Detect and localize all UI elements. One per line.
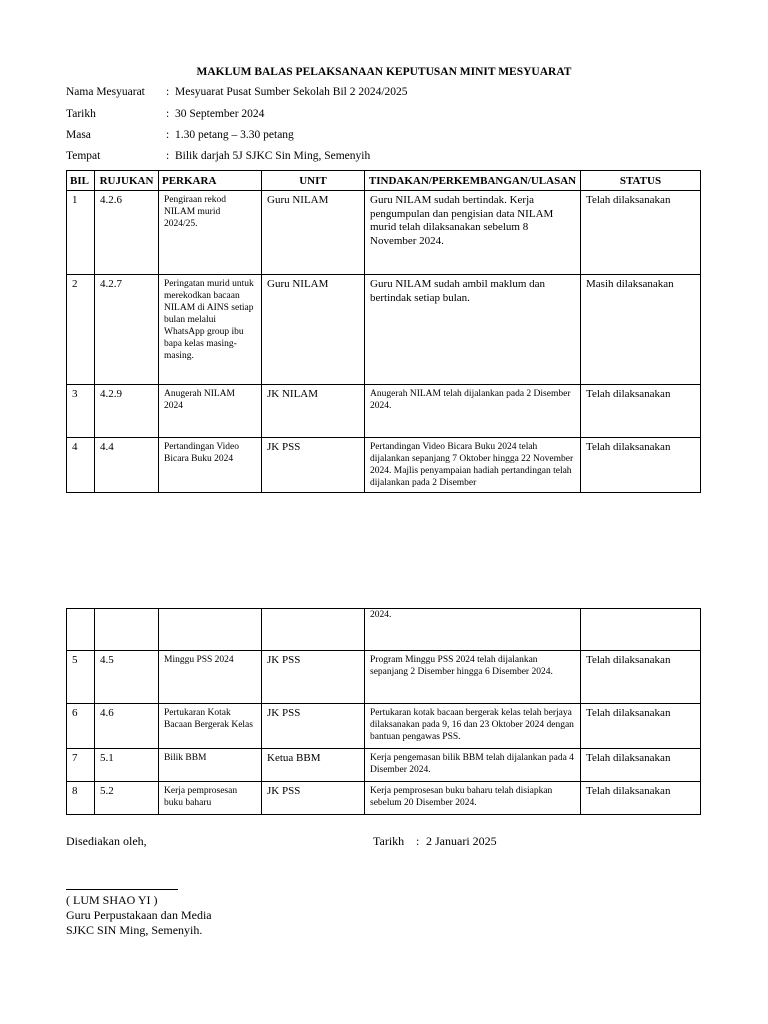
cell-unit: Guru NILAM <box>262 275 365 385</box>
cell-rujukan: 4.5 <box>95 651 159 704</box>
meta-value-place: Bilik darjah 5J SJKC Sin Ming, Semenyih <box>175 150 371 162</box>
table-row <box>67 385 701 438</box>
header-rujukan: RUJUKAN <box>95 171 159 191</box>
cell-rujukan <box>95 609 159 651</box>
meta-colon: : <box>166 150 170 162</box>
cell-status: Telah dilaksanakan <box>581 782 701 815</box>
cell-tindakan: Guru NILAM sudah bertindak. Kerja pengumpulan dan pengisian data NILAM murid telah dilaksanakan sebelum 8 November 2024. <box>365 191 581 275</box>
prepared-by-label: Disediakan oleh, <box>66 834 147 848</box>
cell-tindakan: Guru NILAM sudah ambil maklum dan bertindak setiap bulan. <box>365 275 581 385</box>
cell-unit: JK PSS <box>262 782 365 815</box>
table-row <box>67 782 701 815</box>
signatory-school: SJKC SIN Ming, Semenyih. <box>66 923 203 937</box>
header-unit: UNIT <box>262 171 365 191</box>
cell-bil: 6 <box>67 704 95 749</box>
meta-colon: : <box>166 108 170 120</box>
cell-bil: 4 <box>67 438 95 493</box>
cell-tindakan: 2024. <box>365 609 581 651</box>
cell-perkara: Minggu PSS 2024 <box>159 651 262 704</box>
cell-tindakan: Kerja pengemasan bilik BBM telah dijalankan pada 4 Disember 2024. <box>365 749 581 782</box>
cell-bil: 7 <box>67 749 95 782</box>
table-row <box>67 651 701 704</box>
cell-unit: JK NILAM <box>262 385 365 438</box>
table-row <box>67 275 701 385</box>
table-row <box>67 438 701 493</box>
minutes-table-page-1 <box>66 170 701 493</box>
minutes-table-page-2 <box>66 608 701 815</box>
cell-status: Telah dilaksanakan <box>581 438 701 493</box>
meta-label-place: Tempat <box>66 150 101 162</box>
cell-perkara: Kerja pemprosesan buku baharu <box>159 782 262 815</box>
table-row-continuation <box>67 609 701 651</box>
cell-unit <box>262 609 365 651</box>
cell-tindakan: Kerja pemprosesan buku baharu telah disiapkan sebelum 20 Disember 2024. <box>365 782 581 815</box>
cell-rujukan: 4.4 <box>95 438 159 493</box>
cell-perkara <box>159 609 262 651</box>
cell-bil: 5 <box>67 651 95 704</box>
document-title: MAKLUM BALAS PELAKSANAAN KEPUTUSAN MINIT MESYUARAT <box>196 66 572 78</box>
cell-status: Telah dilaksanakan <box>581 191 701 275</box>
table-row <box>67 191 701 275</box>
cell-unit: Guru NILAM <box>262 191 365 275</box>
meta-label-meeting: Nama Mesyuarat <box>66 86 145 98</box>
signatory-name: ( LUM SHAO YI ) <box>66 893 158 907</box>
cell-status: Telah dilaksanakan <box>581 651 701 704</box>
date-value: 2 Januari 2025 <box>426 834 497 848</box>
date-label: Tarikh <box>373 834 405 848</box>
cell-perkara: Pertukaran Kotak Bacaan Bergerak Kelas <box>159 704 262 749</box>
table-row <box>67 704 701 749</box>
cell-rujukan: 4.2.9 <box>95 385 159 438</box>
cell-bil: 3 <box>67 385 95 438</box>
cell-unit: JK PSS <box>262 704 365 749</box>
cell-unit: JK PSS <box>262 651 365 704</box>
cell-perkara: Pengiraan rekod NILAM murid 2024/25. <box>159 191 262 275</box>
date-colon: : <box>416 834 420 848</box>
table-row <box>67 749 701 782</box>
cell-perkara: Pertandingan Video Bicara Buku 2024 <box>159 438 262 493</box>
meta-colon: : <box>166 86 170 98</box>
cell-status: Masih dilaksanakan <box>581 275 701 385</box>
cell-tindakan: Anugerah NILAM telah dijalankan pada 2 Disember 2024. <box>365 385 581 438</box>
cell-unit: Ketua BBM <box>262 749 365 782</box>
meta-value-time: 1.30 petang – 3.30 petang <box>175 129 294 141</box>
cell-unit: JK PSS <box>262 438 365 493</box>
cell-bil <box>67 609 95 651</box>
cell-status <box>581 609 701 651</box>
header-status: STATUS <box>581 171 701 191</box>
cell-bil: 8 <box>67 782 95 815</box>
meta-colon: : <box>166 129 170 141</box>
meta-value-date: 30 September 2024 <box>175 108 265 120</box>
cell-tindakan: Pertukaran kotak bacaan bergerak kelas telah berjaya dilaksanakan pada 9, 16 dan 23 Oktober 2024 dengan bantuan pengawas PSS. <box>365 704 581 749</box>
cell-bil: 2 <box>67 275 95 385</box>
cell-tindakan: Program Minggu PSS 2024 telah dijalankan sepanjang 2 Disember hingga 6 Disember 2024. <box>365 651 581 704</box>
table-header-row <box>67 171 701 191</box>
cell-perkara: Anugerah NILAM 2024 <box>159 385 262 438</box>
cell-status: Telah dilaksanakan <box>581 749 701 782</box>
signatory-position: Guru Perpustakaan dan Media <box>66 908 212 922</box>
meta-label-time: Masa <box>66 129 91 141</box>
cell-status: Telah dilaksanakan <box>581 704 701 749</box>
header-perkara: PERKARA <box>159 171 262 191</box>
cell-rujukan: 4.2.6 <box>95 191 159 275</box>
meta-label-date: Tarikh <box>66 108 96 120</box>
cell-rujukan: 5.2 <box>95 782 159 815</box>
cell-perkara: Peringatan murid untuk merekodkan bacaan NILAM di AINS setiap bulan melalui WhatsApp group ibu bapa kelas masing-masing. <box>159 275 262 385</box>
cell-rujukan: 4.6 <box>95 704 159 749</box>
cell-rujukan: 5.1 <box>95 749 159 782</box>
cell-bil: 1 <box>67 191 95 275</box>
cell-tindakan: Pertandingan Video Bicara Buku 2024 telah dijalankan sepanjang 7 Oktober hingga 22 November 2024. Majlis penyampaian hadiah pertandingan telah dijalankan pada 2 Disember <box>365 438 581 493</box>
header-bil: BIL <box>67 171 95 191</box>
cell-status: Telah dilaksanakan <box>581 385 701 438</box>
signature-line <box>66 889 178 890</box>
cell-rujukan: 4.2.7 <box>95 275 159 385</box>
meta-value-meeting: Mesyuarat Pusat Sumber Sekolah Bil 2 2024/2025 <box>175 86 408 98</box>
cell-perkara: Bilik BBM <box>159 749 262 782</box>
header-tindakan: TINDAKAN/PERKEMBANGAN/ULASAN <box>365 171 581 191</box>
